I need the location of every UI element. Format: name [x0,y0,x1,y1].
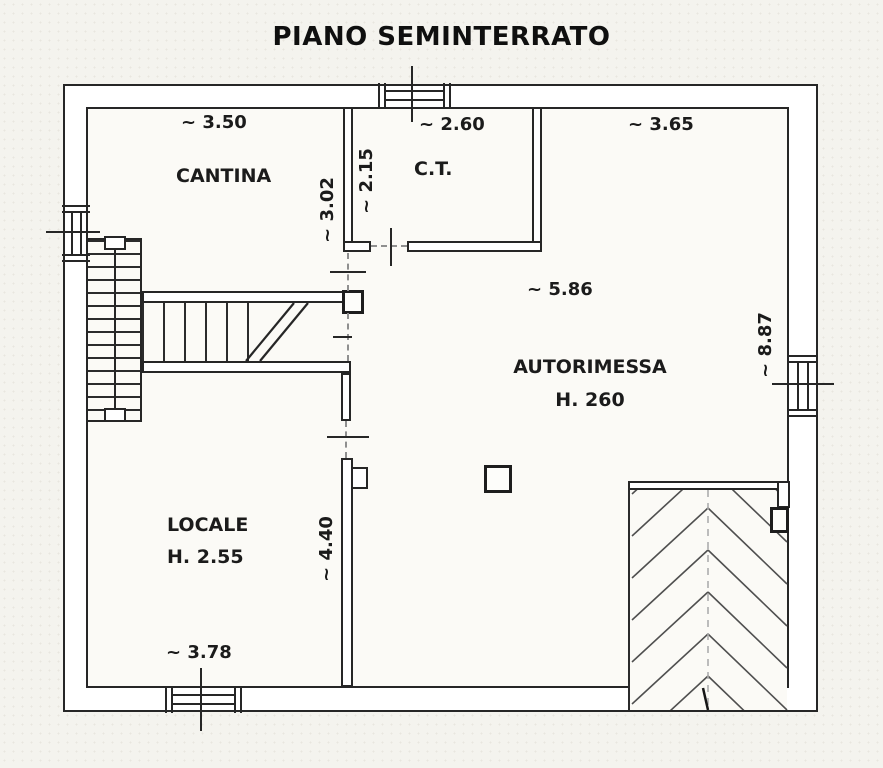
wall-locale-upper [341,373,351,421]
door-opening-locale-garage-tick [327,436,369,438]
ramp-top-wall [628,481,779,490]
dim-ct-depth: ~ 2.15 [356,148,377,214]
stair-pillar [342,290,364,314]
dim-garage-top-width: ~ 3.65 [628,114,694,135]
dim-cantina-width: ~ 3.50 [181,112,247,133]
door-opening-locale-garage [345,421,347,458]
room-height-locale: H. 2.55 [167,546,244,568]
ramp-gate [770,507,789,533]
wall-ct-bottom [407,241,542,252]
room-label-locale: LOCALE [167,514,249,536]
room-label-autorimessa: AUTORIMESSA [513,356,667,378]
window-top-centerline [411,66,413,122]
ramp-right-stub [777,481,790,508]
wall-locale-lower [341,458,353,687]
dim-locale-depth: ~ 4.40 [316,516,337,582]
stair-winder-grid [88,238,142,422]
dim-garage-width: ~ 5.86 [527,279,593,300]
dim-cantina-depth: ~ 3.02 [317,177,338,243]
window-left-centerline [46,231,100,233]
room-label-ct: C.T. [414,158,453,180]
door-opening-cantina-garage-tick [330,271,366,273]
stair-step-top [104,236,126,250]
door-opening-landing-garage-tick [333,336,352,338]
page-title: PIANO SEMINTERRATO [272,22,611,52]
wall-locale-bump [351,467,368,489]
ramp-chevron-pattern [630,486,789,710]
wall-cantina-ct [343,107,353,243]
dim-garage-depth: ~ 8.87 [755,312,776,378]
wall-ct-right [532,107,542,252]
garage-pillar [484,465,512,493]
door-opening-ct-tick [390,228,392,266]
door-opening-ct [371,245,407,247]
ramp-area [628,486,787,710]
wall-ct-bottom-left [343,241,371,252]
room-label-cantina: CANTINA [176,165,272,187]
stair-break-lines [238,301,318,363]
window-bottom-centerline [200,668,202,731]
dim-ct-width: ~ 2.60 [419,114,485,135]
window-right-centerline [772,383,834,385]
stair-step-bottom [104,408,126,422]
room-height-autorimessa: H. 260 [555,389,625,411]
dim-locale-width: ~ 3.78 [166,642,232,663]
